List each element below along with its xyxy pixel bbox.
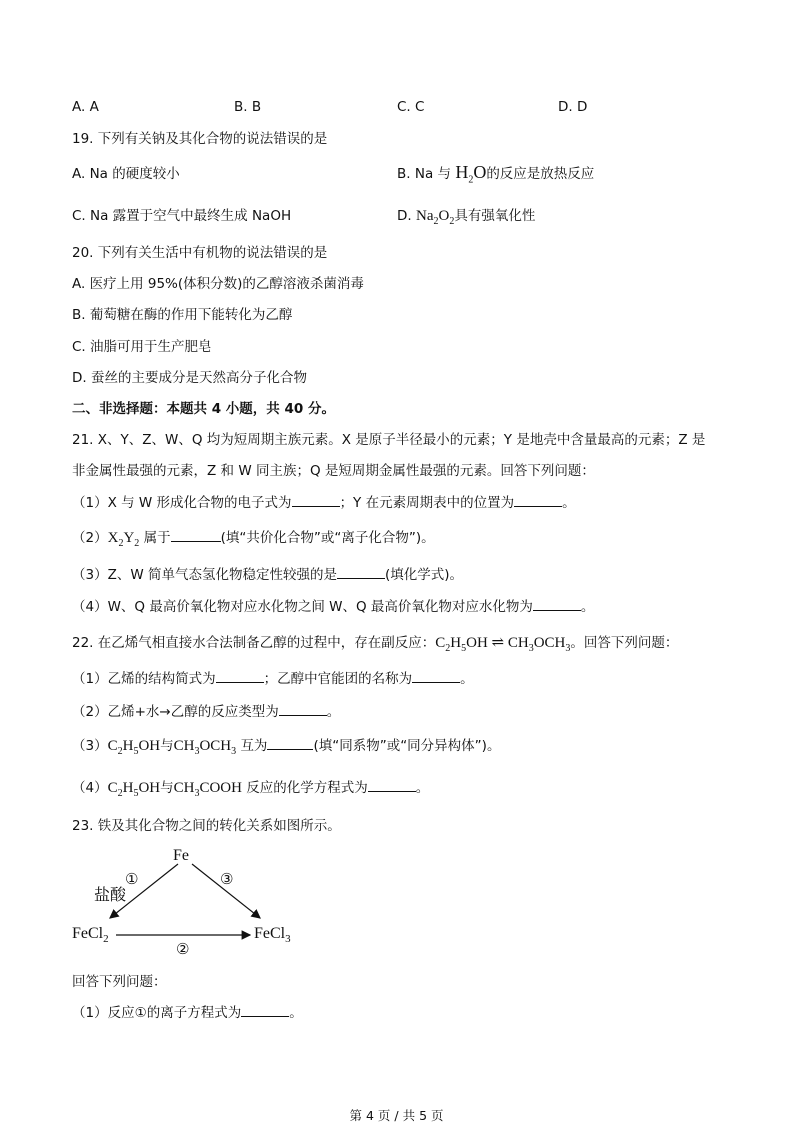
- q22-p4-label: （4）: [72, 780, 108, 796]
- q21-p1-text: （1）X 与 W 形成化合物的电子式为: [72, 495, 292, 511]
- answer-blank[interactable]: [514, 494, 562, 507]
- q23-answer-intro: 回答下列问题：: [72, 974, 167, 990]
- q22-part3: [72, 737, 500, 761]
- q19-d-suffix: 具有强氧化性: [454, 208, 536, 224]
- q22-p4-ethanol: $C_2H_5OH$: [107, 780, 161, 799]
- q22-p4-end: 。: [415, 780, 430, 796]
- q20-option-d: D. 蚕丝的主要成分是天然高分子化合物: [72, 370, 307, 386]
- q22-stem-tail: 。回答下列问题：: [570, 635, 679, 651]
- q22-equation: $C_2H_5OH$ ⇌ $CH_3OCH_3$: [435, 635, 571, 654]
- answer-blank[interactable]: [267, 737, 313, 750]
- q22-p4-with: 与: [160, 780, 174, 796]
- q21-p4-end: 。: [580, 599, 595, 615]
- q21-stem-line2: 非金属性最强的元素，Z 和 W 同主族；Q 是短周期金属性最强的元素。回答下列问题：: [72, 463, 595, 479]
- q21-p3-hint: (填化学式)。: [384, 567, 464, 583]
- answer-blank[interactable]: [412, 670, 460, 683]
- section-heading: 二、非选择题：本题共 4 小题，共 40 分。: [72, 401, 335, 417]
- q22-p3-ether: $CH_3OCH_3$: [173, 738, 237, 757]
- footer-ye: 页: [431, 1108, 444, 1123]
- q21-part4: [72, 598, 594, 616]
- q19-option-b: [397, 163, 594, 190]
- label-circ1: ①: [125, 870, 139, 888]
- q18-option-c: C. C: [397, 99, 425, 115]
- q19-option-a: A. Na 的硬度较小: [72, 166, 180, 182]
- footer-total-pages: 5: [419, 1108, 428, 1123]
- q22-p3-label: （3）: [72, 738, 108, 754]
- q22-p3-ethanol: $C_2H_5OH$: [107, 738, 161, 757]
- q19-b-formula: $H_2O$: [455, 162, 487, 186]
- q21-p1-end: 。: [562, 495, 576, 511]
- q23-p1-end: 。: [289, 1005, 303, 1021]
- q21-p2-text: 属于: [143, 530, 171, 546]
- diagram-fecl3: FeCl$_3$: [254, 925, 291, 945]
- footer-di: 第: [349, 1108, 362, 1123]
- label-circ2: ②: [176, 940, 190, 958]
- q22-p1-text2: ；乙醇中官能团的名称为: [263, 671, 413, 687]
- q22-part2: [72, 703, 340, 721]
- q21-p2-formula: $X_2Y_2$: [107, 530, 140, 549]
- diagram-fecl2: FeCl$_2$: [72, 925, 109, 945]
- diagram-fe: Fe: [173, 847, 189, 864]
- q22-p2-end: 。: [326, 704, 341, 720]
- answer-blank[interactable]: [368, 779, 416, 792]
- q22-p2-text: （2）乙烯+水→乙醇的反应类型为: [72, 704, 279, 720]
- q20-stem: 20. 下列有关生活中有机物的说法错误的是: [72, 245, 328, 261]
- answer-blank[interactable]: [292, 494, 340, 507]
- answer-blank[interactable]: [216, 670, 264, 683]
- q22-p4-acid: $CH_3COOH$: [173, 780, 242, 799]
- q18-option-d: D. D: [558, 99, 588, 115]
- q19-d-formula: $Na_2O_2$: [415, 208, 455, 227]
- q20-option-a: A. 医疗上用 95%(体积分数)的乙醇溶液杀菌消毒: [72, 276, 364, 292]
- q21-stem-line1: 21. X、Y、Z、W、Q 均为短周期主族元素。X 是原子半径最小的元素；Y 是地壳中含量最高的元素；Z 是: [72, 432, 706, 448]
- q19-b-suffix: 的反应是放热反应: [486, 166, 595, 182]
- q19-option-c: C. Na 露置于空气中最终生成 NaOH: [72, 208, 292, 224]
- q22-part4: [72, 779, 429, 803]
- q20-option-c: C. 油脂可用于生产肥皂: [72, 339, 212, 355]
- q21-p1-text2: ；Y 在元素周期表中的位置为: [339, 495, 515, 511]
- answer-blank[interactable]: [279, 703, 327, 716]
- q21-p3-text: （3）Z、W 简单气态氢化物稳定性较强的是: [72, 567, 337, 583]
- q22-p1-text: （1）乙烯的结构简式为: [72, 671, 216, 687]
- q22-stem: [72, 634, 678, 658]
- q21-part2: [72, 529, 435, 553]
- iron-conversion-diagram: [68, 840, 308, 960]
- footer-total-label: 页 / 共: [377, 1108, 416, 1123]
- answer-blank[interactable]: [533, 598, 581, 611]
- q23-p1-text: （1）反应①的离子方程式为: [72, 1005, 242, 1021]
- q19-b-prefix: B. Na 与: [397, 166, 452, 182]
- answer-blank[interactable]: [171, 529, 221, 542]
- q22-p4-text: 反应的化学方程式为: [246, 780, 368, 796]
- q22-p3-hint: (填“同系物”或“同分异构体”)。: [313, 738, 501, 754]
- q21-part3: [72, 566, 463, 584]
- q22-p3-with: 与: [160, 738, 174, 754]
- q19-stem: 19. 下列有关钠及其化合物的说法错误的是: [72, 131, 328, 147]
- q19-d-prefix: D.: [397, 208, 412, 224]
- q23-part1: [72, 1004, 303, 1022]
- q21-p2-hint: (填“共价化合物”或“离子化合物”)。: [220, 530, 435, 546]
- label-circ3: ③: [220, 870, 234, 888]
- q22-part1: [72, 670, 474, 688]
- answer-blank[interactable]: [337, 566, 385, 579]
- q22-stem-text: 22. 在乙烯气相直接水合法制备乙醇的过程中，存在副反应：: [72, 635, 436, 651]
- q20-option-b: B. 葡萄糖在酶的作用下能转化为乙醇: [72, 307, 293, 323]
- q19-option-d: [397, 207, 535, 231]
- q18-option-a: A. A: [72, 99, 99, 115]
- label-hcl: 盐酸: [94, 885, 127, 904]
- q22-p1-end: 。: [460, 671, 474, 687]
- answer-blank[interactable]: [241, 1004, 289, 1017]
- footer-page-number: 4: [365, 1108, 374, 1123]
- q21-p2-label: （2）: [72, 530, 108, 546]
- q22-p3-text: 互为: [240, 738, 268, 754]
- q23-stem: 23. 铁及其化合物之间的转化关系如图所示。: [72, 818, 341, 834]
- q21-part1: [72, 494, 576, 512]
- q18-option-b: B. B: [234, 99, 262, 115]
- q21-p4-text: （4）W、Q 最高价氧化物对应水化物之间 W、Q 最高价氧化物对应水化物为: [72, 599, 533, 615]
- page-footer: [0, 1106, 793, 1124]
